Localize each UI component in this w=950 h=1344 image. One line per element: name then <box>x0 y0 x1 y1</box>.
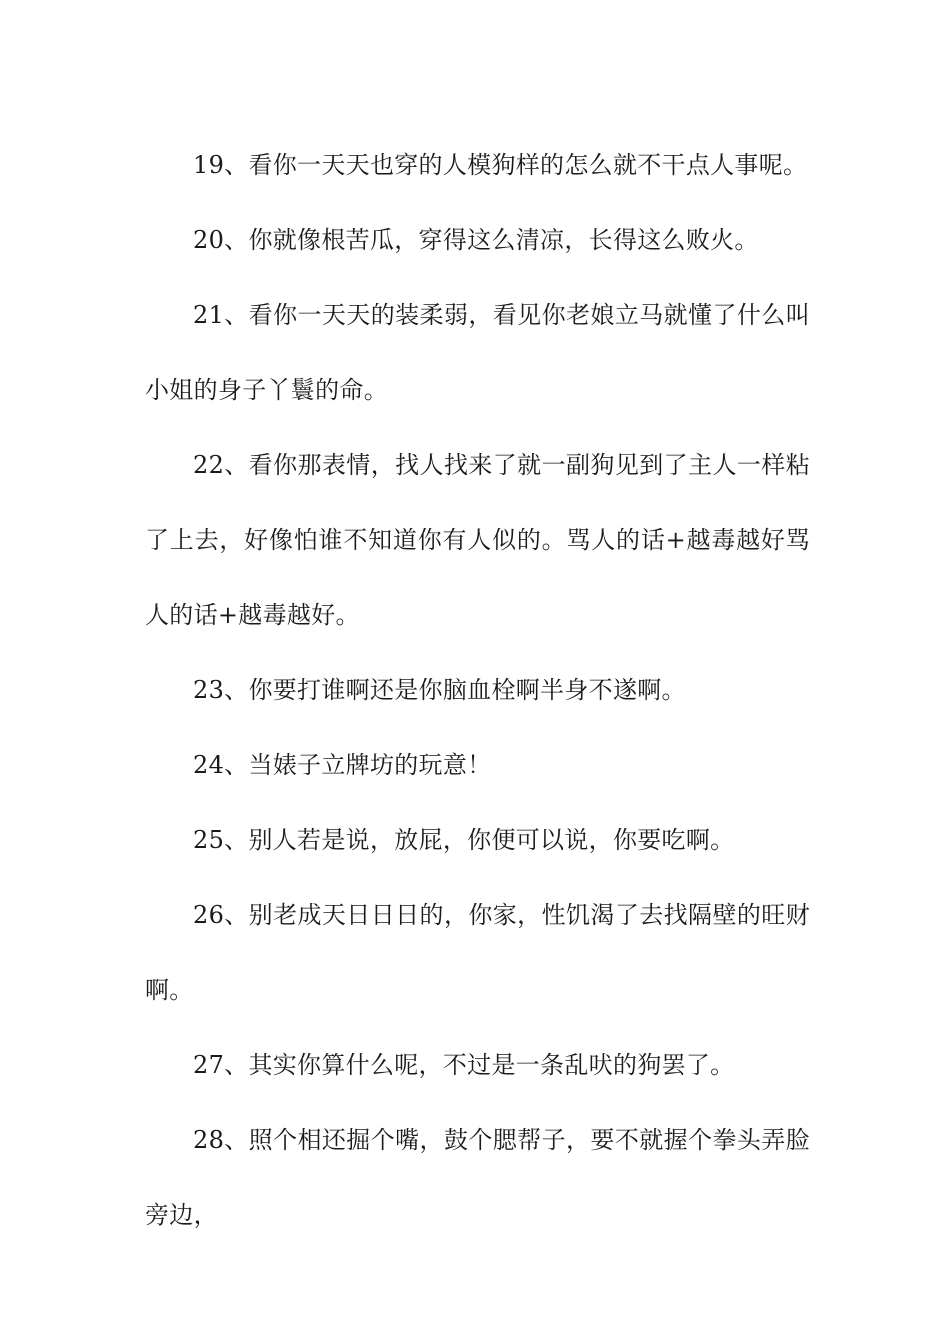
paragraph-20: 20、你就像根苦瓜，穿得这么清凉，长得这么败火。 <box>193 226 759 254</box>
paragraph-26: 26、别老成天日日日的，你家，性饥渴了去找隔壁的旺财啊。 <box>145 901 810 1004</box>
paragraph-28: 28、照个相还掘个嘴，鼓个腮帮子，要不就握个拳头弄脸旁边， <box>145 1126 810 1229</box>
paragraph-19: 19、看你一天天也穿的人模狗样的怎么就不干点人事呢。 <box>193 151 808 179</box>
paragraph-21: 21、看你一天天的装柔弱，看见你老娘立马就懂了什么叫小姐的身子丫鬟的命。 <box>145 301 810 404</box>
paragraph-25: 25、别人若是说，放屁，你便可以说，你要吃啊。 <box>193 826 735 854</box>
paragraph-27: 27、其实你算什么呢，不过是一条乱吠的狗罢了。 <box>193 1051 735 1079</box>
paragraph-22: 22、看你那表情，找人找来了就一副狗见到了主人一样粘了上去，好像怕谁不知道你有人似的。骂人的话+越毒越好骂人的话+越毒越好。 <box>145 451 810 629</box>
paragraph-24: 24、当婊子立牌坊的玩意！ <box>193 751 492 779</box>
paragraph-23: 23、你要打谁啊还是你脑血栓啊半身不遂啊。 <box>193 676 686 704</box>
document-page <box>145 128 810 1253</box>
